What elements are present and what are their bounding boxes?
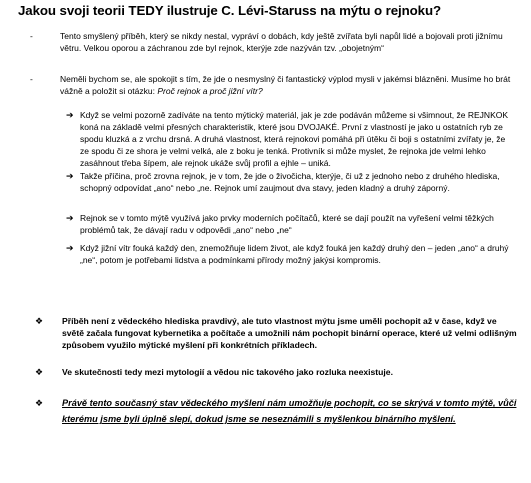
- dash-bullet: -: [30, 74, 33, 84]
- paragraph-text: Příběh není z vědeckého hlediska pravdivý, ale tuto vlastnost mýtu jsme uměli pochopit až v čase, když ve světě začala fungovat kybernetika a počítače a umožnili nám pochopit binární operace, které už velmi odlišným způsobem využilo mýtické myšlení při konkrétních příkladech.: [62, 316, 517, 351]
- paragraph-question: Proč rejnok a proč jižní vítr?: [157, 86, 263, 96]
- paragraph-text: Tento smyšlený příběh, který se nikdy nestal, vypráví o dobách, kdy ještě zvířata byli napůl lidé a bojovali proti jižnímu větru. Velkou oporou a záchranou zde byl rejnok, kterýje zde nazýván tzv. „obojetným“: [60, 31, 503, 53]
- document-title: Jakou svoji teorii TEDY ilustruje C. Lévi-Staruss na mýtu o rejnoku?: [18, 3, 441, 18]
- paragraph-text: Ve skutečnosti tedy mezi mytologií a vědou nic takového jako rozluka neexistuje.: [62, 367, 393, 377]
- arrow-list-item: [66, 242, 512, 266]
- paragraph-text-plain: Neměli bychom se, ale spokojit s tím, že jde o nesmyslný či fantastický výplod mysli v jakémsi blázněni. Musíme ho brát vážně a položit si otázku:: [60, 74, 511, 96]
- arrow-list-item: [66, 170, 512, 194]
- arrow-right-icon: ➔: [66, 243, 74, 253]
- arrow-right-icon: ➔: [66, 171, 74, 181]
- arrow-right-icon: ➔: [66, 213, 74, 223]
- arrow-list-item: [66, 212, 512, 236]
- paragraph-text: Takže příčina, proč zrovna rejnok, je v tom, že jde o živočicha, kterýje, či už z jednoho nebo z druhého hlediska, schopný odpovídat „ano“ nebo „ne. Rejnok umí zaujmout dva stavy, jeden kladný a druhý záporný.: [80, 171, 500, 193]
- paragraph-text: Když jižní vítr fouká každý den, znemožňuje lidem život, ale když fouká jen každý druhý den – jeden „ano“ a druhý „ne“, potom je potřebami lidstva a podmínkami přírody možný jakýsi kompromis.: [80, 243, 509, 265]
- paragraph-text: [60, 73, 520, 97]
- diamond-bullet-icon: ❖: [35, 367, 44, 377]
- diamond-bullet-icon: ❖: [35, 398, 44, 408]
- paragraph-text: Rejnok se v tomto mýtě využívá jako prvky moderních počítačů, které se dají použít na vyřešení velmi těžkých problémů tak, že dávají radu v odpovědi „ano“ nebo „ne“: [80, 213, 494, 235]
- arrow-right-icon: ➔: [66, 110, 74, 120]
- paragraph-text: Když se velmi pozorně zadíváte na tento mýtický materiál, jak je zde podáván můžeme si všimnout, že REJNKOK koná na základě velmi přesných charakteristik, které jsou DVOJAKÉ. První z vlastností je jako u ostatních ryb ze spodu kluzká a z vrchu drsná. A druhá vlastnost, která rejnokovi pomáhá při útěku či boji s ostatními zvířaty je, že ze spodu či ze shora je velmi velká, ale z boku je tenká. Protivník si může myslet, že rejnoka jde velmi lehko zasáhnout třeba šípem, ale rejnok ukáže svůj profil a ejhle – uniká.: [80, 110, 509, 168]
- arrow-list-item: [66, 109, 512, 169]
- diamond-bullet-icon: ❖: [35, 316, 44, 326]
- paragraph-text-emphasis: Právě tento současný stav vědeckého myšlení nám umožňuje pochopit, co se skrývá v tomto mýtě, vůči kterému jsme byli úplně slepí, dokud jsme se neseznámili s myšlenkou binárního myšlení.: [62, 398, 517, 425]
- dash-bullet: -: [30, 31, 33, 41]
